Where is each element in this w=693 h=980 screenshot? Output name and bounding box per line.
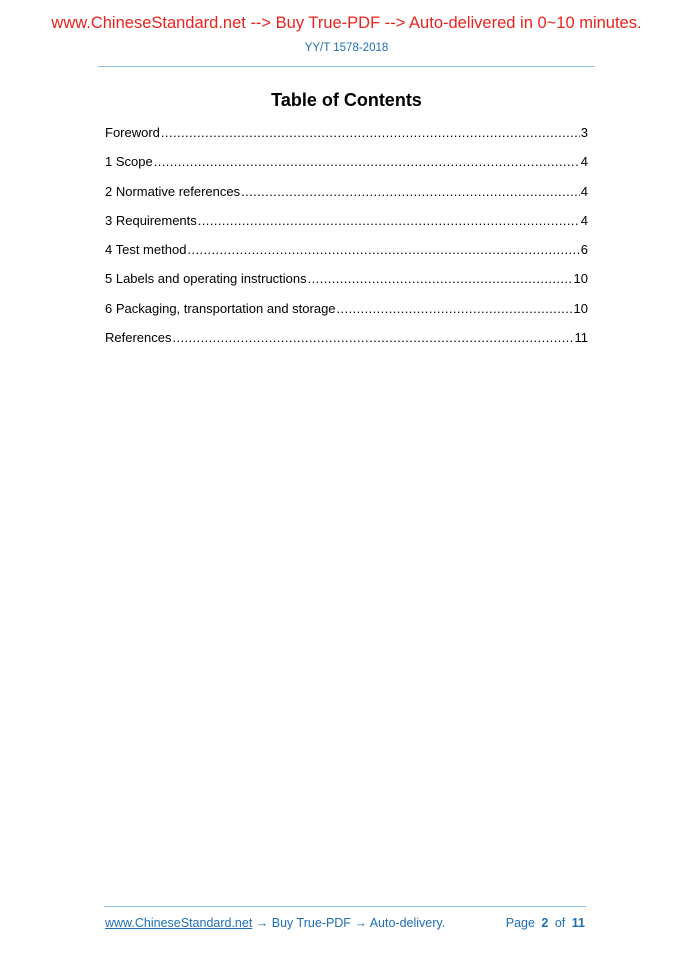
toc-dot-leader	[308, 270, 573, 288]
page-word: Page	[505, 916, 535, 930]
toc-entry-normative-references[interactable]	[105, 181, 588, 210]
toc-entry-page: 4	[580, 183, 588, 199]
toc-dot-leader	[337, 300, 573, 318]
toc-dot-leader	[187, 241, 579, 259]
toc-dot-leader	[154, 153, 580, 171]
toc-entry-foreword[interactable]	[105, 122, 588, 151]
page-of: of	[554, 916, 566, 930]
toc-entry-label: 2 Normative references	[105, 183, 241, 199]
toc-dot-leader	[161, 124, 580, 142]
toc-dot-leader	[172, 329, 573, 347]
toc-entry-label: 4 Test method	[105, 242, 187, 258]
promo-banner[interactable]: www.ChineseStandard.net --> Buy True-PDF --> Auto-delivered in 0~10 minutes.	[51, 14, 642, 32]
toc-entry-test-method[interactable]	[105, 239, 588, 268]
toc-entry-labels-instructions[interactable]	[105, 268, 588, 297]
footer-divider	[104, 906, 586, 907]
toc-entry-scope[interactable]	[105, 151, 588, 180]
toc-entry-page: 10	[573, 271, 588, 287]
footer-tagline: → Buy True-PDF → Auto-delivery.	[252, 916, 446, 930]
toc-entry-label: 6 Packaging, transportation and storage	[105, 300, 336, 316]
toc-entry-page: 4	[580, 154, 588, 170]
footer-promo	[105, 916, 445, 930]
standard-code-header: YY/T 1578-2018	[304, 42, 389, 54]
toc-dot-leader	[241, 183, 580, 201]
toc-entry-label: 5 Labels and operating instructions	[105, 271, 307, 287]
toc-entry-page: 11	[574, 330, 588, 346]
page-number	[503, 916, 585, 930]
toc-entry-label: Foreword	[105, 125, 160, 140]
toc-entry-page: 4	[580, 212, 588, 228]
toc-entry-page: 6	[580, 242, 588, 258]
current-page: 2	[541, 916, 549, 930]
toc-entry-page: 10	[573, 300, 588, 316]
toc-entry-packaging[interactable]	[105, 298, 588, 327]
footer-website-link[interactable]: www.ChineseStandard.net	[105, 916, 253, 930]
toc-entry-label: 3 Requirements	[105, 212, 197, 228]
page-footer	[105, 916, 585, 930]
header-divider	[98, 66, 595, 67]
toc-title: Table of Contents	[271, 90, 422, 110]
toc-entry-label: References	[105, 330, 172, 346]
toc-entry-page: 3	[580, 125, 588, 140]
total-pages: 11	[571, 916, 585, 930]
toc-entry-references[interactable]	[105, 327, 588, 356]
toc-list	[105, 122, 588, 356]
toc-entry-requirements[interactable]	[105, 210, 588, 239]
toc-dot-leader	[198, 212, 580, 230]
toc-entry-label: 1 Scope	[105, 154, 153, 170]
